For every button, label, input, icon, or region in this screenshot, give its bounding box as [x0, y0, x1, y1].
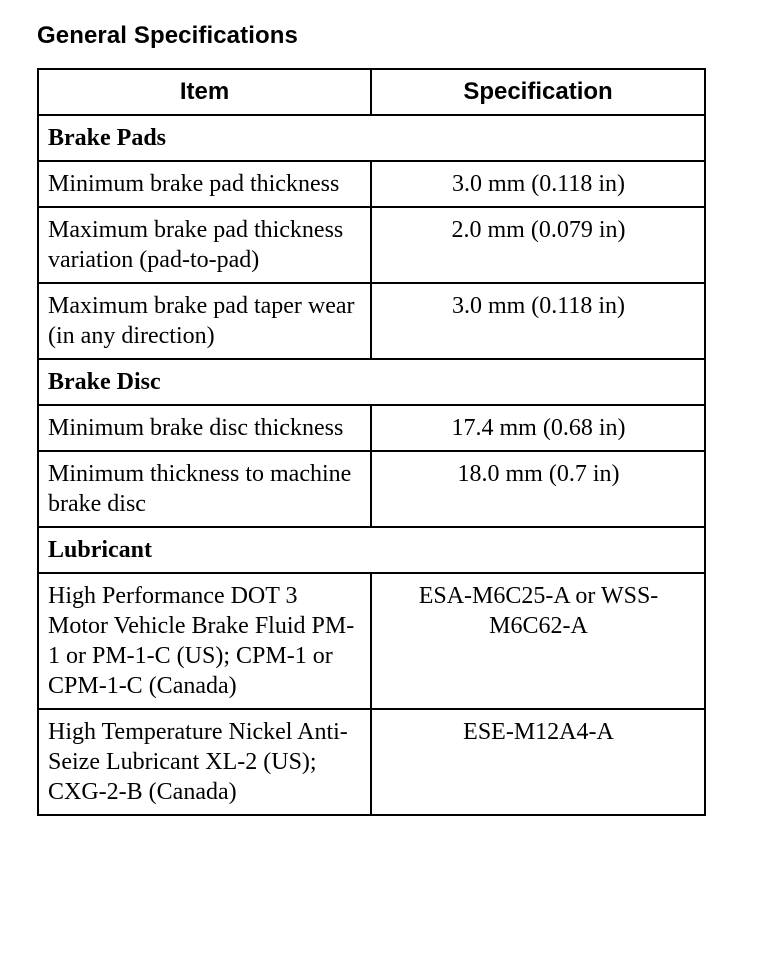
table-row	[38, 451, 705, 527]
spec-cell: ESA-M6C25-A or WSS-M6C62-A	[371, 573, 705, 709]
spec-cell: ESE-M12A4-A	[371, 709, 705, 815]
spec-cell: 3.0 mm (0.118 in)	[371, 161, 705, 207]
table-row	[38, 405, 705, 451]
spec-cell: 18.0 mm (0.7 in)	[371, 451, 705, 527]
column-header-specification: Specification	[371, 69, 705, 115]
section-title: Brake Pads	[38, 115, 705, 161]
item-cell: Minimum thickness to machine brake disc	[38, 451, 371, 527]
table-row	[38, 283, 705, 359]
spec-cell: 17.4 mm (0.68 in)	[371, 405, 705, 451]
spec-cell: 3.0 mm (0.118 in)	[371, 283, 705, 359]
table-header-row	[38, 69, 705, 115]
item-cell: Minimum brake pad thickness	[38, 161, 371, 207]
column-header-item: Item	[38, 69, 371, 115]
section-row-brake-pads	[38, 115, 705, 161]
specifications-table	[37, 68, 706, 816]
section-title: Lubricant	[38, 527, 705, 573]
table-row	[38, 709, 705, 815]
table-row	[38, 207, 705, 283]
item-cell: Maximum brake pad taper wear (in any direction)	[38, 283, 371, 359]
table-row	[38, 573, 705, 709]
table-row	[38, 161, 705, 207]
section-row-brake-disc	[38, 359, 705, 405]
item-cell: Minimum brake disc thickness	[38, 405, 371, 451]
page-title: General Specifications	[37, 22, 298, 49]
section-title: Brake Disc	[38, 359, 705, 405]
spec-cell: 2.0 mm (0.079 in)	[371, 207, 705, 283]
item-cell: High Performance DOT 3 Motor Vehicle Brake Fluid PM-1 or PM-1-C (US); CPM-1 or CPM-1-C (Canada)	[38, 573, 371, 709]
section-row-lubricant	[38, 527, 705, 573]
item-cell: Maximum brake pad thickness variation (pad-to-pad)	[38, 207, 371, 283]
item-cell: High Temperature Nickel Anti-Seize Lubricant XL-2 (US); CXG-2-B (Canada)	[38, 709, 371, 815]
